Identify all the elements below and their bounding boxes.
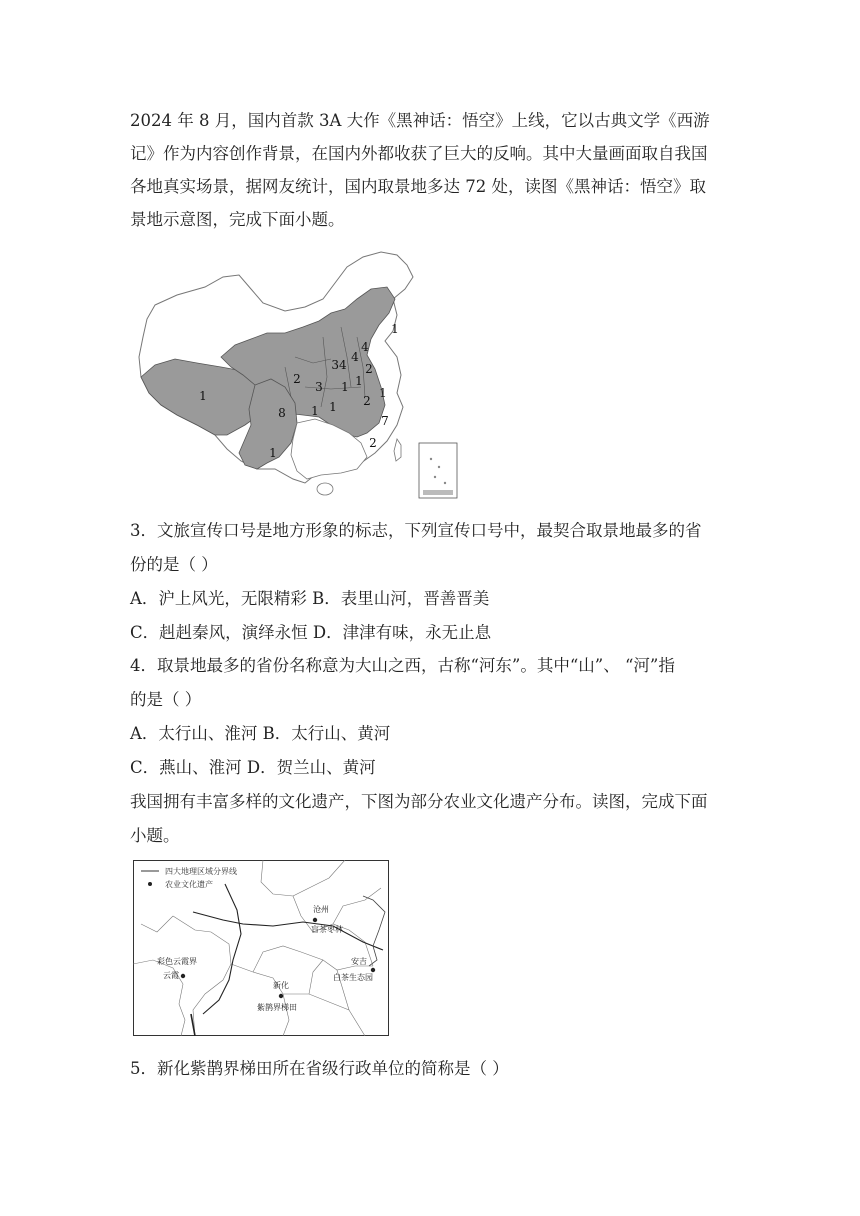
intro2-line1: 我国拥有丰富多样的文化遗产，下图为部分农业文化遗产分布。读图，完成下面 [130,792,708,811]
count-label: 1 [355,374,363,388]
intro-line: 2024 年 8 月，国内首款 3A 大作《黑神话：悟空》上线，它以古典文学《西游 [130,111,710,130]
count-label: 7 [381,414,389,428]
count-label: 2 [293,372,301,386]
count-label: 3 [315,380,323,394]
heritage-site-marker [181,974,185,978]
heritage-legend-dot [148,882,152,886]
south-china-sea-inset [419,443,457,498]
heritage-site-marker [371,968,375,972]
count-label: 4 [361,340,369,354]
count-label: 1 [379,386,387,400]
heritage-site-label: 安吉 [351,957,367,966]
heritage-site-label: 紫鹊界梯田 [257,1003,297,1012]
heritage-site-label: 云霞 [163,971,179,980]
heritage-site-label: 沧州 [313,905,329,914]
count-label: 2 [365,362,373,376]
count-label: 2 [369,436,377,450]
count-label: 1 [329,400,337,414]
heritage-site-label: 彩色云霞界 [157,957,197,966]
filming-location-map [135,247,465,500]
heritage-site-label: 白茶生态园 [333,973,373,982]
q4-options-cd: C．燕山、淮河 D．贺兰山、黄河 [130,758,376,777]
boundary-legend-text: 四大地理区域分界线 [165,867,237,876]
count-label: 1 [391,322,399,336]
count-label: 8 [278,406,286,420]
heritage-legend-text: 农业文化遗产 [165,880,213,889]
intro-line: 记》作为内容创作背景，在国内外都收获了巨大的反响。其中大量画面取自我国 [130,144,708,163]
q5-stem: 5．新化紫鹊界梯田所在省级行政单位的简称是（ ） [130,1059,509,1078]
count-label: 34 [331,358,347,372]
hainan-island [317,483,333,495]
intro2-line2: 小题。 [130,826,180,845]
heritage-site-marker [279,994,283,998]
q4-stem-line2: 的是（ ） [130,690,202,709]
count-label: 1 [269,446,277,460]
intro-line: 各地真实场景，据网友统计，国内取景地多达 72 处，读图《黑神话：悟空》取 [130,177,706,196]
q4-stem-line1: 4．取景地最多的省份名称意为大山之西，古称“河东”。其中“山”、 “河”指 [130,656,675,675]
q3-stem-line1: 3．文旅宣传口号是地方形象的标志，下列宣传口号中，最契合取景地最多的省 [130,521,702,540]
heritage-site-marker [313,918,317,922]
count-label: 1 [311,404,319,418]
q3-options-cd: C．赳赳秦风，演绎永恒 D．津津有味，永无止息 [130,623,492,642]
agricultural-heritage-map [133,860,389,1036]
count-label: 1 [199,389,207,403]
q3-options-ab: A．沪上风光，无限精彩 B．表里山河，晋善晋美 [130,589,490,608]
q3-stem-line2: 份的是（ ） [130,555,218,574]
taiwan-island [394,439,401,461]
heritage-site-label: 盲茶枣林 [311,925,343,934]
count-label: 4 [351,350,359,364]
heritage-site-label: 新化 [273,981,289,990]
intro-line: 景地示意图，完成下面小题。 [130,210,345,229]
intro-paragraph [130,104,730,236]
count-label: 2 [363,394,371,408]
q4-options-ab: A．太行山、淮河 B．太行山、黄河 [130,724,391,743]
count-label: 1 [341,380,349,394]
